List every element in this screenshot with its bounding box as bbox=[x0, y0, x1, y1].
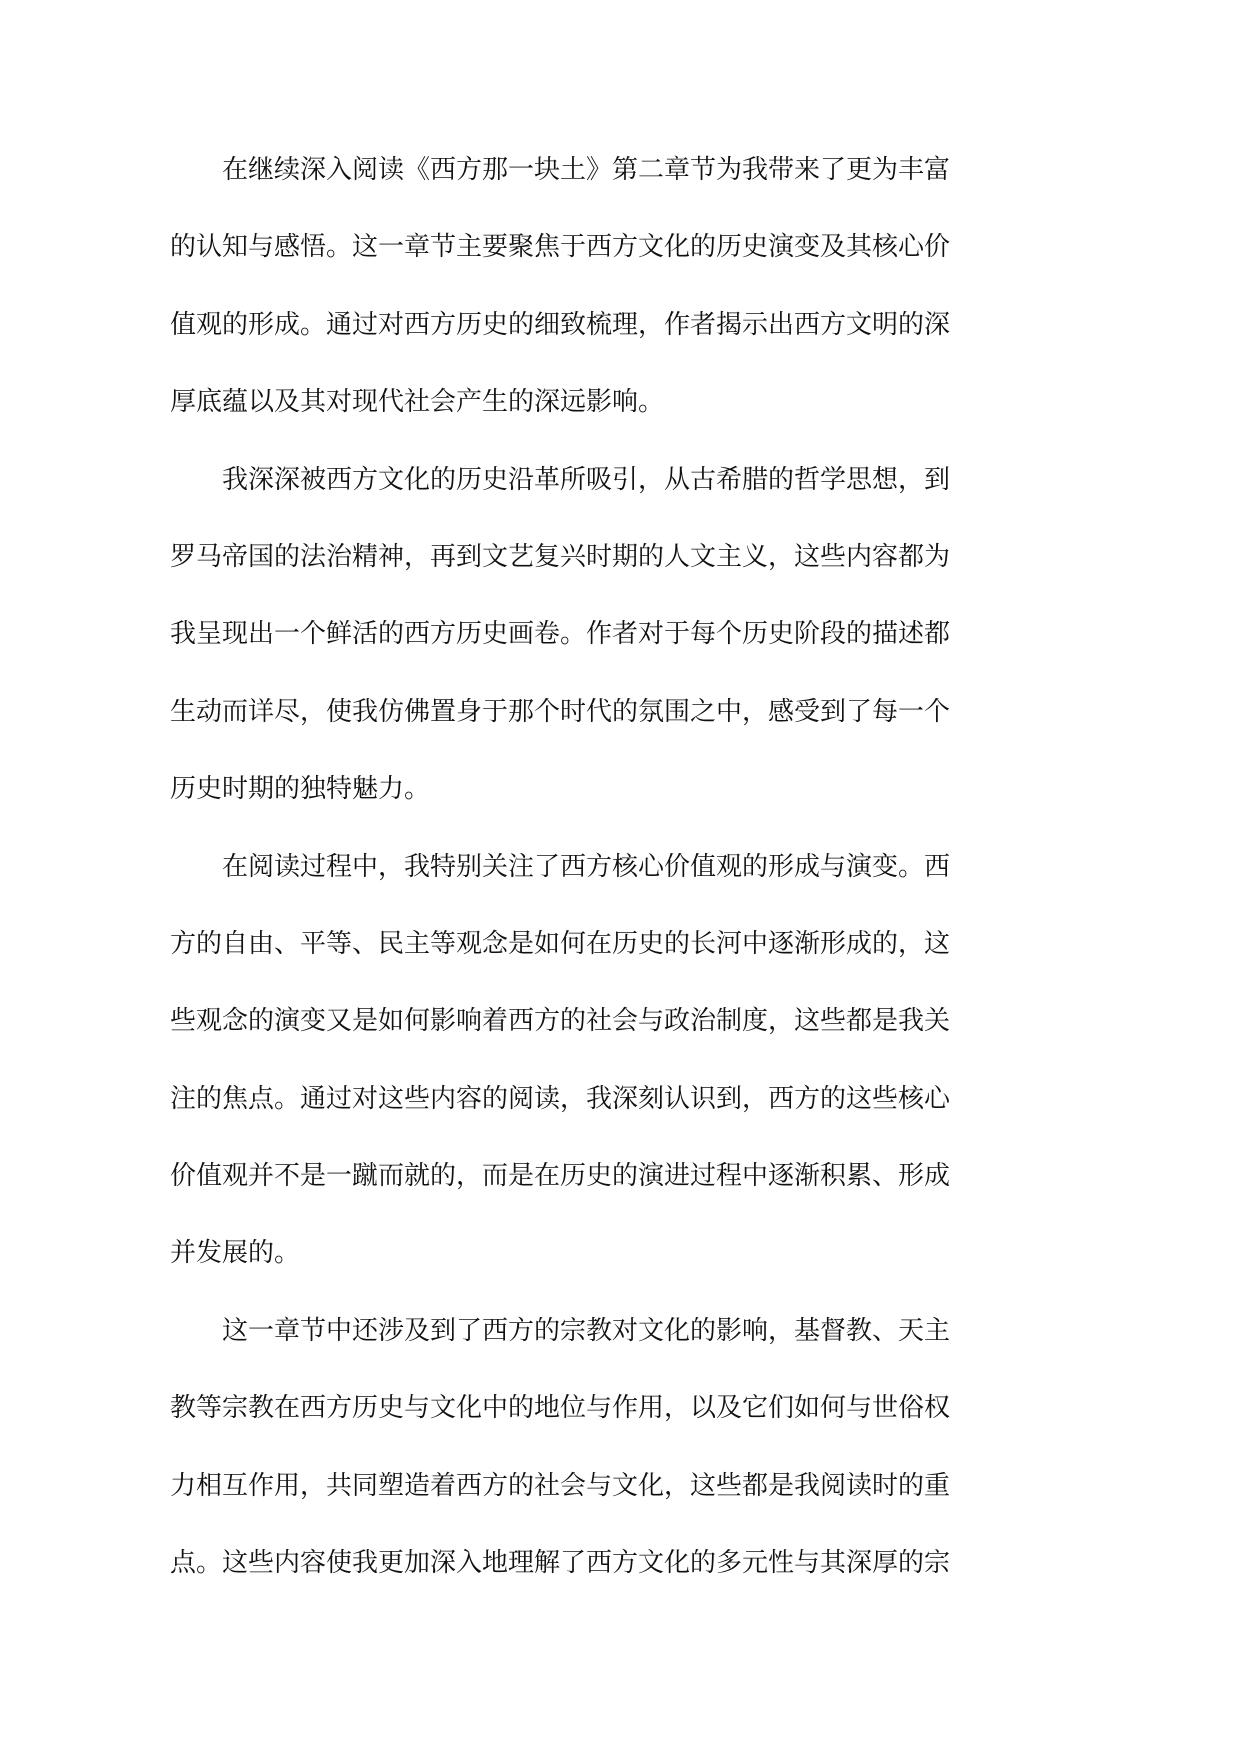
text-line: 教等宗教在西方历史与文化中的地位与作用，以及它们如何与世俗权 bbox=[170, 1393, 951, 1424]
text-line: 并发展的。 bbox=[170, 1238, 301, 1269]
text-line: 生动而详尽，使我仿佛置身于那个时代的氛围之中，感受到了每一个 bbox=[170, 696, 951, 727]
text-line: 厚底蕴以及其对现代社会产生的深远影响。 bbox=[170, 387, 665, 418]
text-line: 在阅读过程中，我特别关注了西方核心价值观的形成与演变。西 bbox=[222, 851, 951, 882]
paragraph-1 bbox=[170, 132, 950, 442]
text-line: 在继续深入阅读《西方那一块土》第二章节为我带来了更为丰富 bbox=[222, 155, 951, 185]
text-line: 的认知与感悟。这一章节主要聚焦于西方文化的历史演变及其核心价 bbox=[170, 232, 951, 263]
text-line: 我呈现出一个鲜活的西方历史画卷。作者对于每个历史阶段的描述都 bbox=[170, 619, 951, 650]
text-line: 些观念的演变又是如何影响着西方的社会与政治制度，这些都是我关 bbox=[170, 1006, 951, 1037]
text-line: 我深深被西方文化的历史沿革所吸引，从古希腊的哲学思想，到 bbox=[222, 464, 951, 495]
text-line: 价值观并不是一蹴而就的，而是在历史的演进过程中逐渐积累、形成 bbox=[170, 1161, 951, 1192]
document-body bbox=[170, 132, 950, 1602]
paragraph-3 bbox=[170, 829, 950, 1293]
text-line: 方的自由、平等、民主等观念是如何在历史的长河中逐渐形成的，这 bbox=[170, 928, 951, 959]
text-line: 这一章节中还涉及到了西方的宗教对文化的影响，基督教、天主 bbox=[222, 1315, 951, 1346]
text-line: 力相互作用，共同塑造着西方的社会与文化，这些都是我阅读时的重 bbox=[170, 1470, 951, 1501]
text-line: 历史时期的独特魅力。 bbox=[170, 774, 431, 805]
paragraph-4 bbox=[170, 1293, 950, 1603]
text-line: 注的焦点。通过对这些内容的阅读，我深刻认识到，西方的这些核心 bbox=[170, 1083, 951, 1114]
text-line: 值观的形成。通过对西方历史的细致梳理，作者揭示出西方文明的深 bbox=[170, 309, 951, 340]
text-line: 罗马帝国的法治精神，再到文艺复兴时期的人文主义，这些内容都为 bbox=[170, 541, 951, 572]
text-line: 点。这些内容使我更加深入地理解了西方文化的多元性与其深厚的宗 bbox=[170, 1548, 951, 1579]
paragraph-2 bbox=[170, 442, 950, 829]
